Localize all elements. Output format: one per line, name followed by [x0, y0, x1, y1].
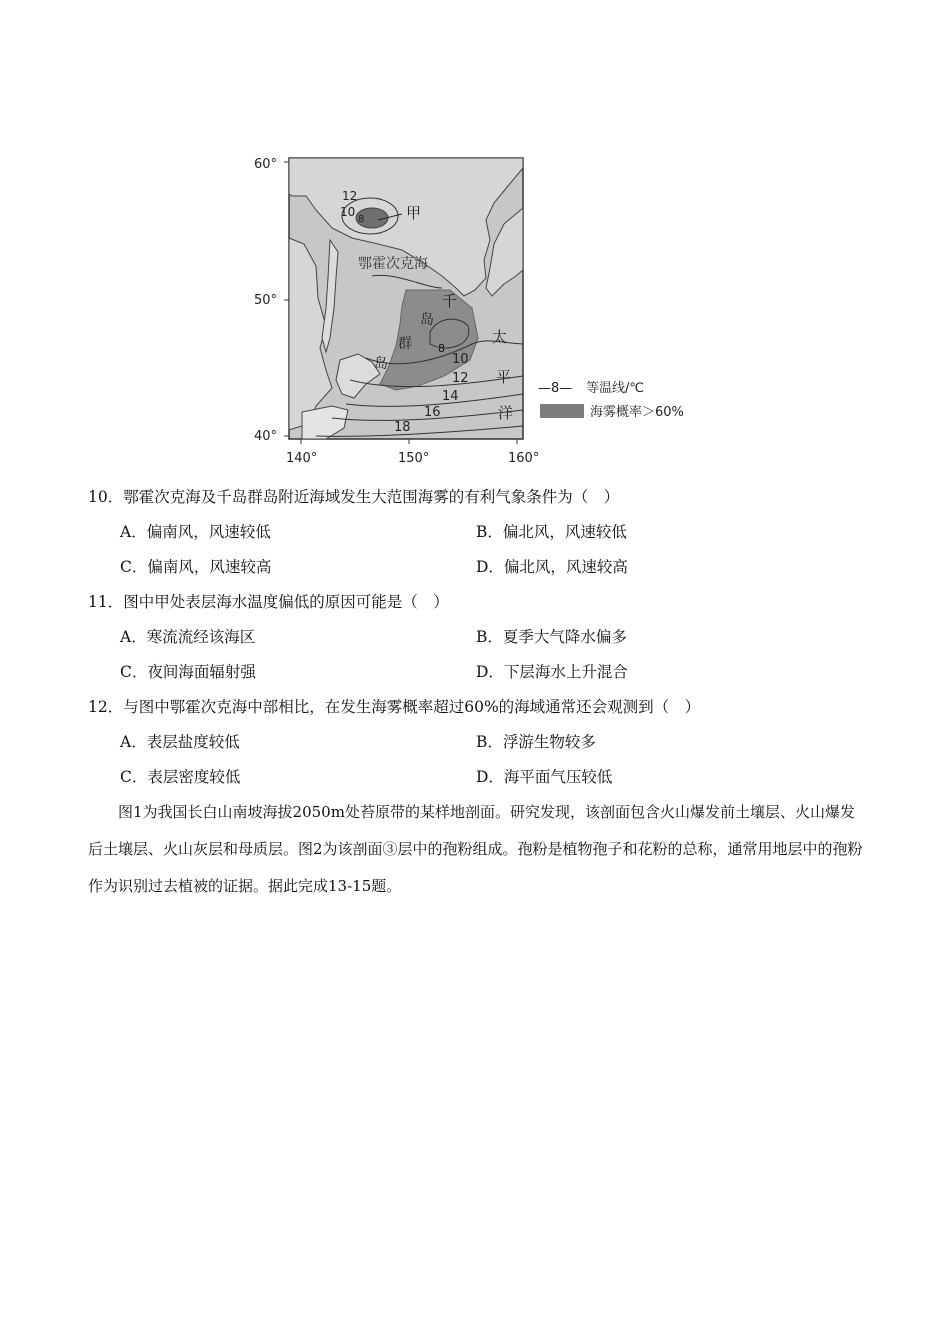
isotherm-label-16: 16: [424, 405, 441, 420]
lon-label-140: 140°: [286, 451, 318, 466]
question-11-option-d: D．下层海水上升混合: [476, 663, 628, 681]
question-10-option-b: B．偏北风，风速较低: [476, 523, 627, 541]
lon-label-150: 150°: [398, 451, 430, 466]
question-12-option-a: A．表层盐度较低: [120, 733, 240, 751]
question-12-option-b: B．浮游生物较多: [476, 733, 596, 751]
label-dao2: 岛: [374, 356, 388, 372]
label-jia: 甲: [406, 204, 422, 222]
legend-isotherm-symbol: —8—: [538, 381, 573, 396]
legend-fog-text: 海雾概率＞60%: [590, 405, 684, 420]
question-10-stem: 10．鄂霍次克海及千岛群岛附近海域发生大范围海雾的有利气象条件为（ ）: [88, 488, 620, 506]
isotherm-label-18: 18: [394, 420, 411, 435]
label-qun: 群: [398, 336, 412, 352]
question-12-stem: 12．与图中鄂霍次克海中部相比，在发生海雾概率超过60%的海域通常还会观测到（ ）: [88, 698, 701, 716]
lat-label-60: 60°: [254, 157, 278, 172]
isotherm-label-10: 10: [452, 352, 469, 367]
isotherm-label-12: 12: [452, 371, 469, 386]
isotherm-label-8-north: 8: [358, 214, 365, 225]
label-ping: 平: [496, 368, 512, 386]
lat-label-50: 50°: [254, 293, 278, 308]
lat-label-40: 40°: [254, 429, 278, 444]
question-10-option-d: D．偏北风，风速较高: [476, 558, 628, 576]
label-tai: 太: [492, 328, 508, 346]
isotherm-label-10-north: 10: [340, 205, 356, 219]
label-yang: 洋: [498, 404, 514, 422]
legend-isotherm-text: 等温线/℃: [586, 381, 644, 396]
question-12-option-d: D．海平面气压较低: [476, 768, 613, 786]
isotherm-label-8: 8: [438, 342, 445, 355]
label-okhotsk: 鄂霍次克海: [358, 256, 428, 272]
label-qian: 千: [442, 292, 458, 310]
question-11-option-a: A．寒流流经该海区: [120, 628, 256, 646]
question-12-option-c: C．表层密度较低: [120, 768, 241, 786]
legend-fog-swatch: [540, 404, 584, 418]
isotherm-label-14: 14: [442, 389, 459, 404]
passage-13-15: 图1为我国长白山南坡海拔2050m处苔原带的某样地剖面。研究发现，该剖面包含火山爆发前土壤层、火山爆发后土壤层、火山灰层和母质层。图2为该剖面③层中的孢粉组成。孢粉是植物孢子和花粉的总称，通常用地层中的孢粉作为识别过去植被的证据。据此完成13-15题。: [88, 803, 863, 895]
lon-label-160: 160°: [508, 451, 540, 466]
sea-fog-map-figure: [246, 148, 716, 470]
isotherm-label-12-north: 12: [342, 189, 358, 203]
question-11-option-c: C．夜间海面辐射强: [120, 663, 256, 681]
question-10-option-c: C．偏南风，风速较高: [120, 558, 272, 576]
question-11-option-b: B．夏季大气降水偏多: [476, 628, 627, 646]
label-dao1: 岛: [420, 312, 434, 328]
question-10-option-a: A．偏南风，风速较低: [120, 523, 271, 541]
question-11-stem: 11．图中甲处表层海水温度偏低的原因可能是（ ）: [88, 593, 449, 611]
